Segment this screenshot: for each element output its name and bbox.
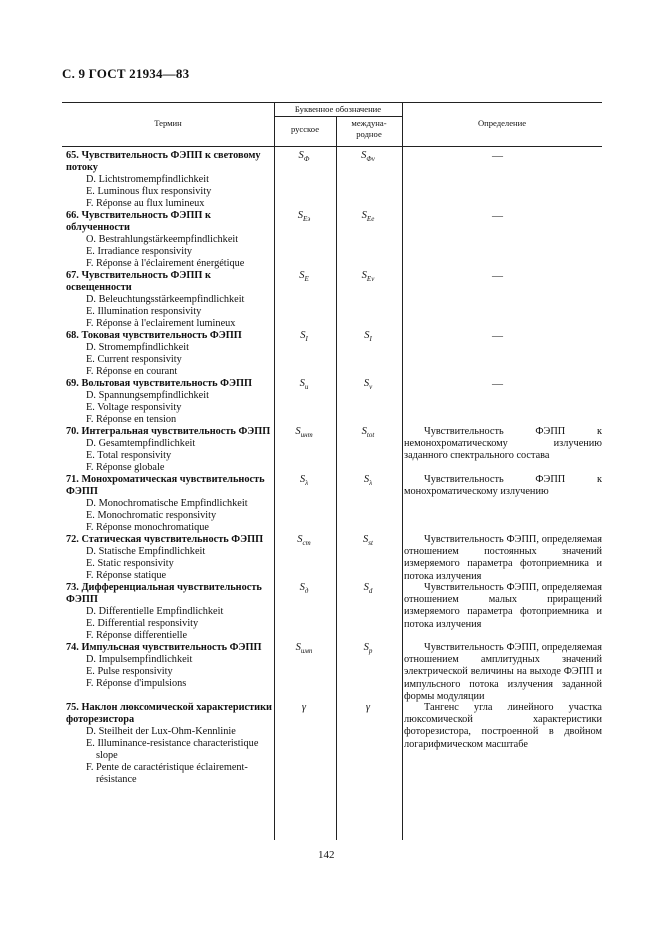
definition-dash: — xyxy=(492,210,503,222)
term-translation-fr: F. Réponse statique xyxy=(86,570,167,581)
page-header: С. 9 ГОСТ 21934—83 xyxy=(62,66,190,81)
col-header-international: междуна- родное xyxy=(351,118,387,139)
international-symbol-subscript: λ xyxy=(369,479,373,488)
term-translation-de: О. Bestrahlungstärkeempfindlichkeit xyxy=(86,234,239,245)
term-translation-de: D. Stromempfindlichkeit xyxy=(86,342,189,353)
term-translation-fr: F. Réponse monochromatique xyxy=(86,522,210,533)
russian-symbol xyxy=(272,474,336,487)
russian-symbol xyxy=(272,330,336,343)
col-header-term: Термин xyxy=(154,118,182,128)
international-symbol xyxy=(336,426,400,439)
term-title: 67. Чувствительность ФЭПП к освещенности xyxy=(66,270,211,293)
definition-text: Чувствительность ФЭПП, определяемая отношением постоянных значений измеряемого параметра фотоприемника и потока излучения xyxy=(404,534,602,582)
russian-symbol xyxy=(272,702,336,713)
international-symbol-subscript: p xyxy=(368,647,373,656)
definition-text: Чувствительность ФЭПП, определяемая отношением малых приращений измеряемого параметра фотоприемника и потока излучения xyxy=(404,582,602,630)
russian-symbol xyxy=(272,534,336,547)
international-symbol-subscript: st xyxy=(368,539,373,548)
international-symbol xyxy=(336,330,400,343)
term-translation-en: E. Irradiance responsivity xyxy=(86,246,193,257)
international-symbol xyxy=(336,582,400,595)
russian-symbol-letter: S xyxy=(295,426,301,437)
international-symbol-subscript: I xyxy=(369,335,372,344)
russian-symbol xyxy=(272,378,336,391)
definition-dash: — xyxy=(492,330,503,342)
term-title: 68. Токовая чувствительность ФЭПП xyxy=(66,330,242,341)
russian-symbol xyxy=(272,270,336,283)
term-translation-en: E. Illuminance-resistance characteristique slope xyxy=(86,738,259,761)
russian-symbol-letter: S xyxy=(299,582,305,593)
term-title: 70. Интегральная чувствительность ФЭПП xyxy=(66,426,271,437)
term-cell xyxy=(66,378,276,426)
international-symbol-letter: S xyxy=(364,330,370,341)
term-title: 69. Вольтовая чувствительность ФЭПП xyxy=(66,378,253,389)
international-symbol xyxy=(336,150,400,163)
international-symbol-letter: S xyxy=(363,474,370,485)
russian-symbol xyxy=(272,210,336,223)
term-translation-en: E. Total responsivity xyxy=(86,450,172,461)
term-translation-de: D. Spannungsempfindlichkeit xyxy=(86,390,209,401)
term-translation-fr: F. Réponse à l'éclairement énergétique xyxy=(86,258,245,269)
russian-symbol-subscript: I xyxy=(305,335,308,344)
russian-symbol-subscript: д xyxy=(304,587,309,596)
international-symbol xyxy=(336,534,400,547)
term-translation-de: D. Statische Empfindlichkeit xyxy=(86,546,206,557)
definition-text: Чувствительность ФЭПП к немонохроматическому излучению заданного спектрального состава xyxy=(404,426,602,462)
term-translation-de: D. Gesamtempfindlichkeit xyxy=(86,438,196,449)
term-title: 74. Импульсная чувствительность ФЭПП xyxy=(66,642,262,653)
term-translation-en: E. Luminous flux responsivity xyxy=(86,186,212,197)
russian-symbol-letter: S xyxy=(299,474,306,485)
header-bottom-rule xyxy=(62,146,602,147)
term-title: 73. Дифференциальная чувствительность ФЭПП xyxy=(66,582,262,605)
col-divider-3 xyxy=(402,102,403,840)
term-translation-de: D. Monochromatische Empfindlichkeit xyxy=(86,498,248,509)
col-header-russian: русское xyxy=(290,124,320,134)
term-translation-fr: F. Réponse en courant xyxy=(86,366,178,377)
international-symbol xyxy=(336,642,400,655)
term-title: 75. Наклон люксомической характеристики фоторезистора xyxy=(66,702,272,725)
international-symbol-subscript: Φv xyxy=(366,155,375,164)
term-title: 66. Чувствительность ФЭПП к облученности xyxy=(66,210,211,233)
russian-symbol-letter: S xyxy=(297,210,303,221)
term-cell xyxy=(66,210,276,270)
russian-symbol-subscript: имп xyxy=(300,647,313,656)
term-translation-en: E. Monochromatic responsivity xyxy=(86,510,217,521)
definition-text: Чувствительность ФЭПП, определяемая отношением амплитудных значений электрической величины на выходе ФЭПП и импульсного потока излучения заданной формы модуляции xyxy=(404,642,602,702)
term-translation-en: E. Current responsivity xyxy=(86,354,182,365)
russian-symbol xyxy=(272,150,336,163)
term-cell xyxy=(66,270,276,330)
term-translation-fr: F. Réponse à l'eclairement lumineux xyxy=(86,318,236,329)
definition-text: Тангенс угла линейного участка люксомической характеристики фоторезистора, построенной в двойном логарифмическом масштабе xyxy=(404,702,602,750)
international-symbol-letter: S xyxy=(361,210,367,221)
russian-symbol-subscript: инт xyxy=(300,431,313,440)
international-symbol xyxy=(336,474,400,487)
international-symbol xyxy=(336,210,400,223)
definition-dash: — xyxy=(492,150,503,162)
term-cell xyxy=(66,426,276,474)
term-translation-fr: F. Réponse en tension xyxy=(86,414,177,425)
term-translation-fr: F. Pente de caractéristique éclairement-résistance xyxy=(86,762,248,785)
international-symbol-subscript: tot xyxy=(366,431,375,440)
term-cell xyxy=(66,642,276,690)
russian-symbol xyxy=(272,582,336,595)
russian-symbol-letter: S xyxy=(300,330,306,341)
term-cell xyxy=(66,582,276,642)
term-translation-en: E. Voltage responsivity xyxy=(86,402,182,413)
russian-symbol-letter: γ xyxy=(301,702,307,713)
russian-symbol xyxy=(272,642,336,655)
term-translation-de: D. Differentielle Empfindlichkeit xyxy=(86,606,224,617)
col-header-letter: Буквенное обозначение xyxy=(294,104,382,114)
international-symbol-letter: S xyxy=(361,150,367,161)
russian-symbol-subscript: Eэ xyxy=(302,215,311,224)
russian-symbol-letter: S xyxy=(298,150,304,161)
term-translation-fr: F. Réponse d'impulsions xyxy=(86,678,187,689)
definition-text: Чувствительность ФЭПП к монохроматическому излучению xyxy=(404,474,602,498)
term-title: 65. Чувствительность ФЭПП к световому потоку xyxy=(66,150,261,173)
term-cell xyxy=(66,534,276,582)
international-symbol-subscript: v xyxy=(369,383,373,392)
international-symbol-subscript: d xyxy=(368,587,373,596)
russian-symbol-letter: S xyxy=(295,642,301,653)
term-cell xyxy=(66,150,276,210)
term-translation-en: E. Pulse responsivity xyxy=(86,666,173,677)
term-cell xyxy=(66,702,276,786)
russian-symbol-subscript: E xyxy=(304,275,309,284)
russian-symbol xyxy=(272,426,336,439)
international-symbol xyxy=(336,378,400,391)
russian-symbol-letter: S xyxy=(299,270,305,281)
term-translation-de: D. Lichtstromempfindlichkeit xyxy=(86,174,209,185)
international-symbol-letter: S xyxy=(361,270,367,281)
international-symbol xyxy=(336,270,400,283)
table-top-rule xyxy=(62,102,602,103)
international-symbol-letter: S xyxy=(363,642,369,653)
term-translation-en: E. Illumination responsivity xyxy=(86,306,202,317)
russian-symbol-letter: S xyxy=(297,534,303,545)
page-number: 142 xyxy=(318,849,335,861)
term-cell xyxy=(66,474,276,534)
term-cell xyxy=(66,330,276,378)
definition-dash: — xyxy=(492,270,503,282)
term-title: 71. Монохроматическая чувствительность ФЭПП xyxy=(66,474,265,497)
term-translation-de: D. Steilheit der Lux-Ohm-Kennlinie xyxy=(86,726,236,737)
russian-symbol-subscript: Ф xyxy=(303,155,310,164)
international-symbol-subscript: Ee xyxy=(366,215,375,224)
term-translation-de: D. Beleuchtungsstärkeempfindlichkeit xyxy=(86,294,245,305)
international-symbol xyxy=(336,702,400,713)
term-translation-fr: F. Réponse au flux lumineux xyxy=(86,198,205,209)
definition-dash: — xyxy=(492,378,503,390)
russian-symbol-letter: S xyxy=(299,378,305,389)
term-translation-en: E. Static responsivity xyxy=(86,558,174,569)
international-symbol-letter: S xyxy=(361,426,367,437)
russian-symbol-subscript: u xyxy=(304,383,309,392)
international-symbol-letter: S xyxy=(363,378,370,389)
col-header-definition: Определение xyxy=(477,118,527,128)
term-translation-de: D. Impulsempfindlichkeit xyxy=(86,654,193,665)
russian-symbol-subscript: λ xyxy=(305,479,309,488)
international-symbol-letter: S xyxy=(363,534,369,545)
international-symbol-letter: S xyxy=(363,582,369,593)
term-translation-fr: F. Réponse differentielle xyxy=(86,630,188,641)
term-translation-en: E. Differential responsivity xyxy=(86,618,199,629)
russian-symbol-subscript: ст xyxy=(302,539,311,548)
header-sub-rule xyxy=(274,116,402,117)
term-title: 72. Статическая чувствительность ФЭПП xyxy=(66,534,264,545)
international-symbol-subscript: Ev xyxy=(366,275,375,284)
international-symbol-letter: γ xyxy=(365,702,371,713)
term-translation-fr: F. Réponse globale xyxy=(86,462,165,473)
